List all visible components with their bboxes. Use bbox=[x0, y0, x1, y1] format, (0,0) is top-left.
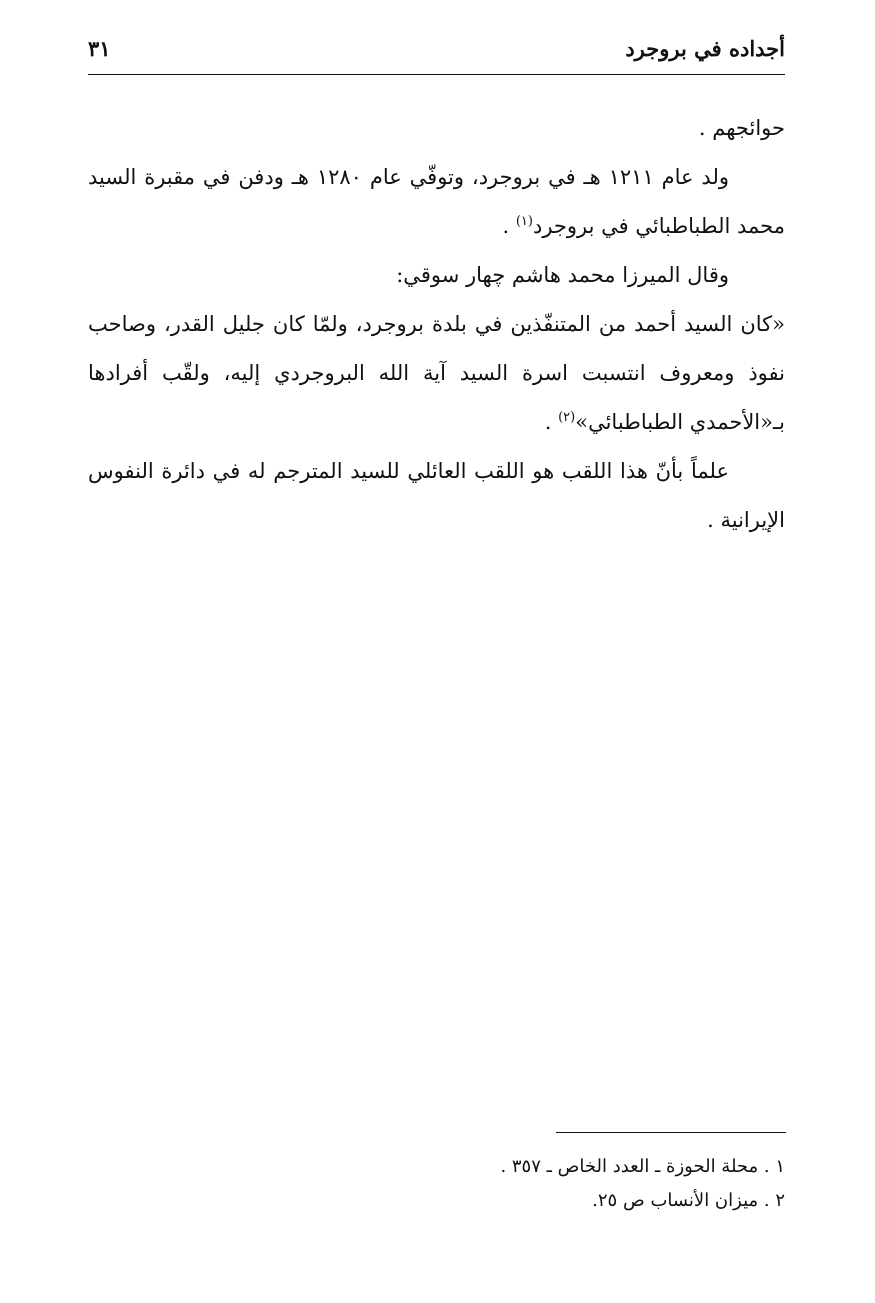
page-header bbox=[88, 32, 785, 74]
quote-paragraph bbox=[88, 300, 785, 447]
quote-end: . bbox=[544, 410, 559, 434]
footnote-rule bbox=[556, 1132, 786, 1133]
paragraph-2-text: ولد عام ١٢١١ هـ في بروجرد، وتوفّي عام ١٢٨٠ هـ ودفن في مقبرة السيد محمد الطباطبائي في بروجرد bbox=[88, 165, 785, 238]
paragraph-5: علماً بأنّ هذا اللقب هو اللقب العائلي للسيد المترجم له في دائرة النفوس الإيرانية . bbox=[88, 459, 785, 532]
header-rule bbox=[88, 74, 785, 75]
footnote-ref-2: (٢) bbox=[558, 410, 576, 425]
footnotes bbox=[88, 1150, 785, 1218]
running-head: أجداده في بروجرد bbox=[625, 36, 785, 61]
paragraph-2 bbox=[88, 153, 785, 251]
footnote-ref-1: (١) bbox=[515, 214, 533, 229]
main-text bbox=[88, 104, 785, 545]
footnote-1: ١ . محلة الحوزة ـ العدد الخاص ـ ٣٥٧ . bbox=[500, 1156, 785, 1177]
footnote-2: ٢ . ميزان الأنساب ص ٢٥. bbox=[592, 1190, 785, 1211]
quote-text: «كان السيد أحمد من المتنفّذين في بلدة بروجرد، ولمّا كان جليل القدر، وصاحب نفوذ ومعروف انتسبت اسرة السيد آية الله البروجردي إليه، ولقّب أفرادها بـ«الأحمدي الطباطبائي» bbox=[88, 312, 785, 434]
paragraph-1: حوائجهم . bbox=[698, 116, 785, 140]
paragraph-2-end: . bbox=[502, 214, 516, 238]
page-number: ٣١ bbox=[88, 36, 111, 61]
paragraph-3: وقال الميرزا محمد هاشم چهار سوقي: bbox=[396, 263, 729, 287]
